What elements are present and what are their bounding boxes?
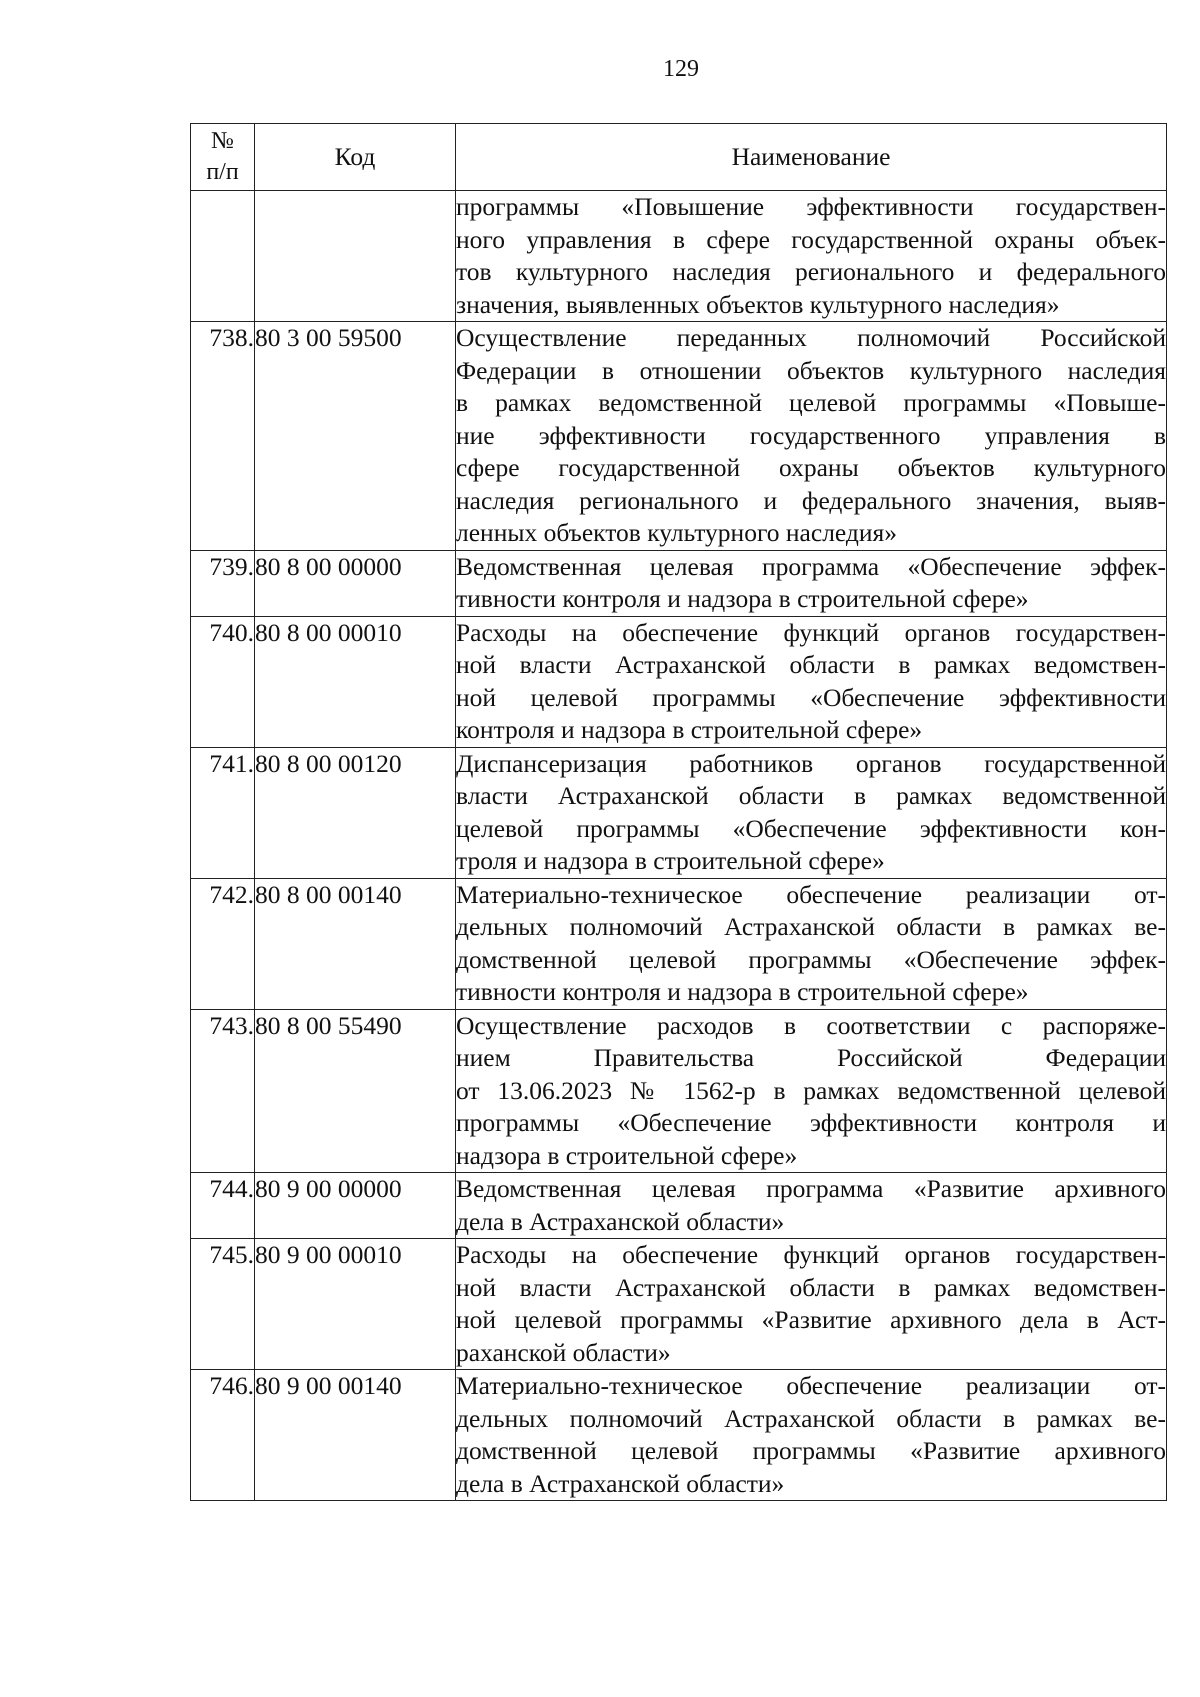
row-name-line: Ведомственная целевая программа «Развитие архивного [456,1174,1166,1203]
row-number: 745. [191,1239,255,1370]
table-header-row [191,124,1167,191]
row-name-line: целевой программы «Обеспечение эффективности кон- [456,813,1166,843]
row-name-line: Расходы на обеспечение функций органов государствен- [456,1240,1166,1269]
row-code: 80 9 00 00010 [255,1239,456,1370]
row-name-line: Расходы на обеспечение функций органов государствен- [456,617,1166,647]
header-code: Код [255,124,456,191]
row-name-line: Федерации в отношении объектов культурного наследия [456,355,1166,385]
row-number: 738. [191,322,255,551]
row-code: 80 8 00 00000 [255,550,456,616]
row-name-line: ной власти Астраханской области в рамках ведомствен- [456,1272,1166,1302]
row-name-line: ленных объектов культурного наследия» [456,518,897,547]
row-name-line: контроля и надзора в строительной сфере» [456,715,923,744]
row-name [456,550,1167,616]
row-name-line: сфере государственной охраны объектов культурного [456,453,1166,482]
row-name-line: власти Астраханской области в рамках ведомственной [456,781,1166,810]
row-number: 742. [191,878,255,1009]
row-name-line: дела в Астраханской области» [456,1206,785,1236]
table-row [191,1239,1167,1370]
row-name [456,747,1167,878]
row-name-line: домственной целевой программы «Развитие архивного [456,1436,1166,1465]
row-code: 80 9 00 00000 [255,1173,456,1239]
row-number: 740. [191,616,255,747]
row-name-line: в рамках ведомственной целевой программы «Повыше- [456,388,1166,417]
row-code: 80 8 00 00140 [255,878,456,1009]
row-name-line: тивности контроля и надзора в строительной сфере» [456,977,1029,1006]
row-name-line: тов культурного наследия регионального и федерального [456,257,1166,286]
row-name-line: Материально-техническое обеспечение реализации от- [456,879,1166,909]
budget-code-table [190,123,1167,1501]
row-code: 80 8 00 00010 [255,616,456,747]
table-row [191,878,1167,1009]
row-name-line: домственной целевой программы «Обеспечение эффек- [456,944,1166,974]
table-row [191,747,1167,878]
table-body [191,191,1167,1501]
table-row [191,1173,1167,1239]
row-name-line: Диспансеризация работников органов государственной [456,748,1166,778]
row-name-line: Осуществление расходов в соответствии с распоряже- [456,1010,1166,1040]
row-name-line: программы «Повышение эффективности государствен- [456,192,1166,221]
row-name-line: ной целевой программы «Развитие архивного дела в Аст- [456,1305,1166,1334]
row-name-line: нием Правительства Российской Федерации [456,1043,1166,1072]
row-name-line: дельных полномочий Астраханской области в рамках ве- [456,912,1166,941]
row-name-line: Ведомственная целевая программа «Обеспечение эффек- [456,551,1166,581]
row-name [456,191,1167,322]
row-name-line: ние эффективности государственного управления в [456,420,1166,450]
table-row [191,322,1167,551]
table-row [191,1370,1167,1501]
row-name [456,1009,1167,1173]
row-name-line: дельных полномочий Астраханской области в рамках ве- [456,1403,1166,1433]
row-number: 744. [191,1173,255,1239]
header-row-number: № п/п [191,124,255,191]
row-name [456,322,1167,551]
row-name [456,878,1167,1009]
row-name [456,1173,1167,1239]
row-name-line: Осуществление переданных полномочий Российской [456,323,1166,352]
row-name [456,1239,1167,1370]
header-name: Наименование [456,124,1167,191]
table-row [191,1009,1167,1173]
row-name-line: от 13.06.2023 № 1562-р в рамках ведомственной целевой [456,1075,1166,1105]
row-name-line: ной целевой программы «Обеспечение эффективности [456,682,1166,712]
row-number: 746. [191,1370,255,1501]
row-number: 739. [191,550,255,616]
row-name-line: раханской области» [456,1337,671,1367]
row-name-line: значения, выявленных объектов культурного наследия» [456,289,1060,319]
row-name [456,1370,1167,1501]
row-code: 80 8 00 55490 [255,1009,456,1173]
row-name-line: тивности контроля и надзора в строительной сфере» [456,584,1029,613]
row-name-line: троля и надзора в строительной сфере» [456,846,885,875]
row-number: 741. [191,747,255,878]
table-row [191,191,1167,322]
row-name-line: дела в Астраханской области» [456,1468,785,1498]
row-name-line: Материально-техническое обеспечение реализации от- [456,1371,1166,1400]
row-name-line: наследия регионального и федерального значения, выяв- [456,485,1166,515]
page-number: 129 [663,56,699,82]
row-code: 80 9 00 00140 [255,1370,456,1501]
table-row [191,550,1167,616]
row-name-line: надзора в строительной сфере» [456,1140,798,1170]
row-name-line: ной власти Астраханской области в рамках ведомствен- [456,650,1166,679]
table-row [191,616,1167,747]
row-code: 80 8 00 00120 [255,747,456,878]
row-code: 80 3 00 59500 [255,322,456,551]
row-name-line: ного управления в сфере государственной охраны объек- [456,224,1166,254]
row-name-line: программы «Обеспечение эффективности контроля и [456,1108,1166,1137]
row-name [456,616,1167,747]
row-code [255,191,456,322]
row-number [191,191,255,322]
row-number: 743. [191,1009,255,1173]
